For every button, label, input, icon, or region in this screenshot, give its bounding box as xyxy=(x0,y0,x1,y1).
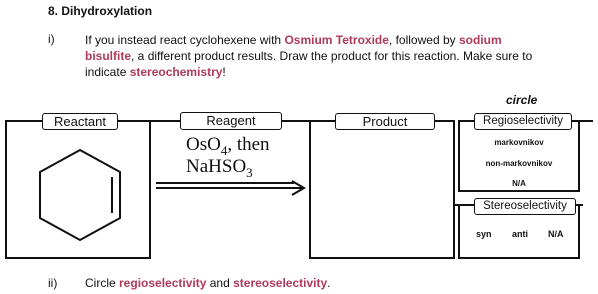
highlight-stereoselectivity: stereoselectivity xyxy=(233,276,328,290)
question-i-text-part: ! xyxy=(222,65,226,79)
reagent-subscript-3: 3 xyxy=(246,164,253,180)
regioselectivity-label: Regioselectivity xyxy=(474,113,572,130)
stereo-option-na[interactable]: N/A xyxy=(548,229,564,239)
reagent-sodium-bisulfite: NaHSO xyxy=(186,156,247,177)
reagent-label: Reagent xyxy=(180,112,282,130)
product-box[interactable] xyxy=(309,120,455,259)
reagent-line-2 xyxy=(186,157,253,183)
stereo-option-syn[interactable]: syn xyxy=(476,229,492,239)
section-title: 8. Dihydroxylation xyxy=(48,4,153,18)
question-i-text-part: , a different product results. Draw the product for this reaction. Make sure to indicate xyxy=(85,49,533,79)
highlight-bisulfite: bisulfite xyxy=(85,49,132,63)
question-ii-text-part: and xyxy=(206,276,234,290)
question-ii-number: ii) xyxy=(48,276,58,290)
highlight-stereochemistry: stereochemistry xyxy=(129,65,223,79)
highlight-sodium: sodium xyxy=(458,33,502,47)
reaction-arrow xyxy=(154,180,310,196)
question-ii-text xyxy=(85,276,331,290)
stereoselectivity-label: Stereoselectivity xyxy=(474,198,576,215)
circle-instruction: circle xyxy=(506,93,538,107)
regio-option-non-markovnikov[interactable]: non-markovnikov xyxy=(485,159,553,168)
question-ii-text-part: Circle xyxy=(85,276,120,290)
product-label: Product xyxy=(335,113,435,130)
highlight-osmium-tetroxide: Osmium Tetroxide xyxy=(284,33,389,47)
reactant-label: Reactant xyxy=(42,113,118,130)
cyclohexene-structure xyxy=(30,140,130,250)
stereo-option-anti[interactable]: anti xyxy=(512,229,529,239)
question-i-number: i) xyxy=(48,32,55,46)
highlight-regioselectivity: regioselectivity xyxy=(119,276,207,290)
regio-option-na[interactable]: N/A xyxy=(512,179,526,188)
reagent-osmium: OsO xyxy=(186,134,221,155)
question-i-text-part: If you instead react cyclohexene with xyxy=(85,33,285,47)
reagent-subscript-4: 4 xyxy=(220,142,228,158)
question-ii-text-part: . xyxy=(327,276,331,290)
regio-option-markovnikov[interactable]: markovnikov xyxy=(494,138,544,147)
question-i-text-part: , followed by xyxy=(388,33,459,47)
question-i-text xyxy=(85,32,565,80)
reagent-then: , then xyxy=(227,134,270,155)
